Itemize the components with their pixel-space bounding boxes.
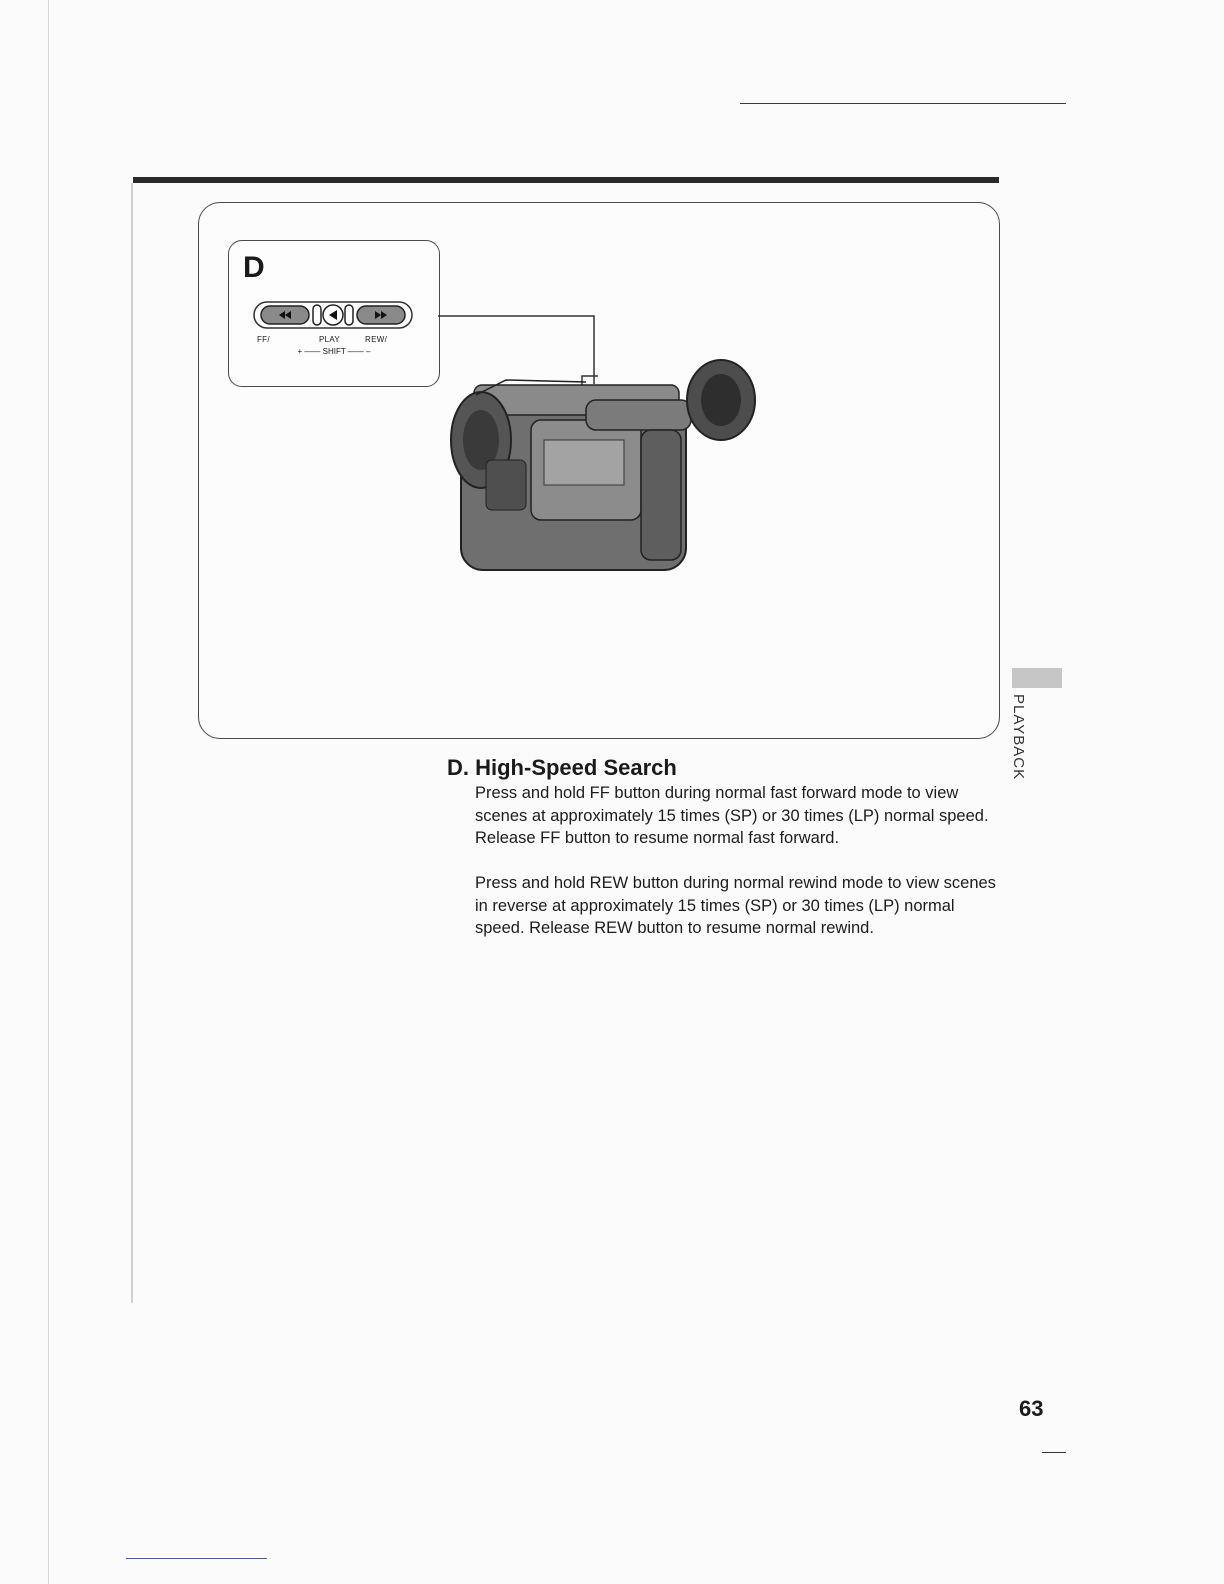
paragraph: Press and hold REW button during normal rewind mode to view scenes in reverse at approximately 15 times (SP) or 30 times (LP) normal speed. Release REW button to resume normal rewind. xyxy=(475,874,996,937)
fast-forward-icon[interactable] xyxy=(357,306,405,324)
side-label: PLAYBACK xyxy=(1010,694,1027,781)
button-inset xyxy=(228,240,440,387)
left-margin-rule xyxy=(131,183,133,1303)
page-dash xyxy=(1042,1452,1066,1453)
side-tab-marker xyxy=(1012,668,1062,688)
play-icon[interactable] xyxy=(323,305,343,325)
header-rule xyxy=(133,177,999,183)
rewind-icon[interactable] xyxy=(261,306,309,324)
page-number: 63 xyxy=(1019,1396,1044,1421)
camcorder-illustration xyxy=(436,300,766,600)
section-title: D. High-Speed Search xyxy=(447,755,677,780)
play-label: PLAY xyxy=(319,335,341,344)
bottom-rule xyxy=(126,1558,267,1559)
inset-letter: D xyxy=(243,251,265,284)
ff-label: FF/ xyxy=(257,335,270,344)
paragraph: Press and hold FF button during normal fast forward mode to view scenes at approximately 15 times (SP) or 30 times (LP) normal speed. Release FF button to resume normal fast forward. xyxy=(475,784,989,847)
rew-label: REW/ xyxy=(365,335,388,344)
page-left-edge xyxy=(48,0,49,1584)
top-rule xyxy=(740,103,1066,104)
shift-row: + —— SHIFT —— – xyxy=(297,347,371,356)
button-strip xyxy=(253,299,413,331)
